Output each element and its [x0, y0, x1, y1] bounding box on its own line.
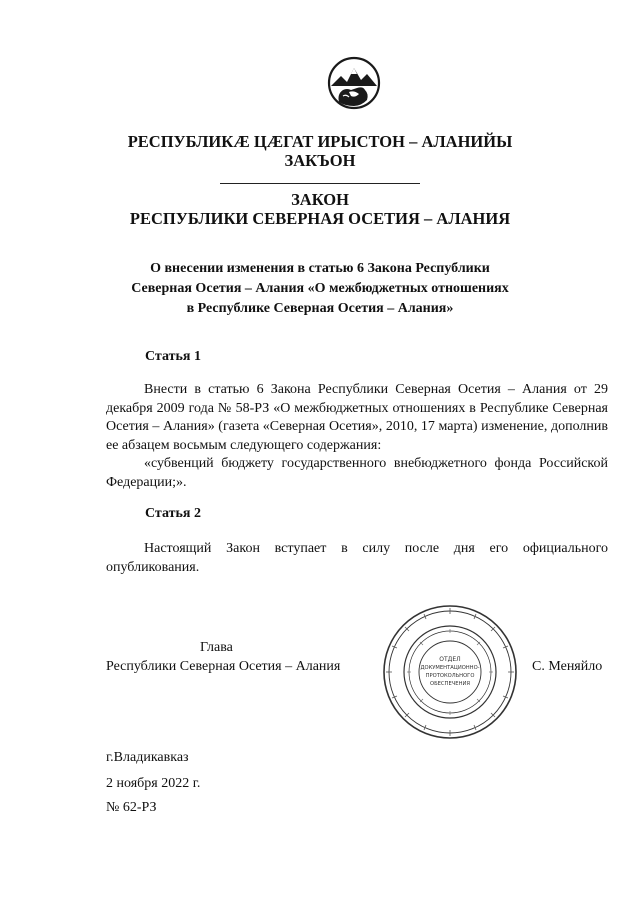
article-2-body	[106, 540, 608, 577]
signatory-role-region: Республики Северная Осетия – Алания	[106, 659, 341, 674]
law-subject-line: в Республике Северная Осетия – Алания»	[186, 301, 454, 316]
law-subject-line: Северная Осетия – Алания «О межбюджетных отношениях	[131, 281, 509, 296]
signing-date: 2 ноября 2022 г.	[106, 776, 201, 791]
coat-of-arms-icon	[327, 56, 381, 110]
seal-text: ОБЕСПЕЧЕНИЯ	[430, 681, 470, 687]
law-number: № 62-РЗ	[106, 800, 157, 815]
law-subject-line: О внесении изменения в статью 6 Закона Республики	[150, 261, 490, 276]
seal-text: ОТДЕЛ	[439, 656, 461, 663]
law-title-ossetian: ЗАКЪОН	[284, 151, 356, 170]
article-1-paragraph: «субвенций бюджету государственного внебюджетного фонда Российской Федерации;».	[106, 456, 608, 490]
city-of-signing: г.Владикавказ	[106, 750, 189, 765]
article-2-title: Статья 2	[145, 506, 201, 521]
article-1-title: Статья 1	[145, 349, 201, 364]
republic-title-russian: РЕСПУБЛИКИ СЕВЕРНАЯ ОСЕТИЯ – АЛАНИЯ	[129, 209, 511, 228]
official-seal-icon	[380, 602, 520, 742]
header-divider	[220, 183, 420, 184]
article-1-paragraph: Внести в статью 6 Закона Республики Северная Осетия – Алания от 29 декабря 2009 года № 58-РЗ «О межбюджетных отношениях в Республике Северная Осетия – Алания» (газета «Северная Осетия», 2010, 17 марта) изменение, дополнив ее абзацем восьмым следующего содержания:	[106, 382, 608, 453]
seal-text: ПРОТОКОЛЬНОГО	[425, 673, 475, 679]
seal-text: ДОКУМЕНТАЦИОННО-	[420, 665, 480, 671]
law-title-russian: ЗАКОН	[291, 190, 349, 209]
signatory-role-title: Глава	[200, 640, 233, 655]
article-2-paragraph: Настоящий Закон вступает в силу после дня его официального опубликования.	[106, 541, 608, 575]
republic-title-ossetian: РЕСПУБЛИКÆ ЦÆГАТ ИРЫСТОН – АЛАНИЙЫ	[127, 132, 513, 151]
law-subject	[0, 259, 640, 319]
article-1-body	[106, 381, 608, 492]
signatory-name: С. Меняйло	[532, 659, 603, 674]
